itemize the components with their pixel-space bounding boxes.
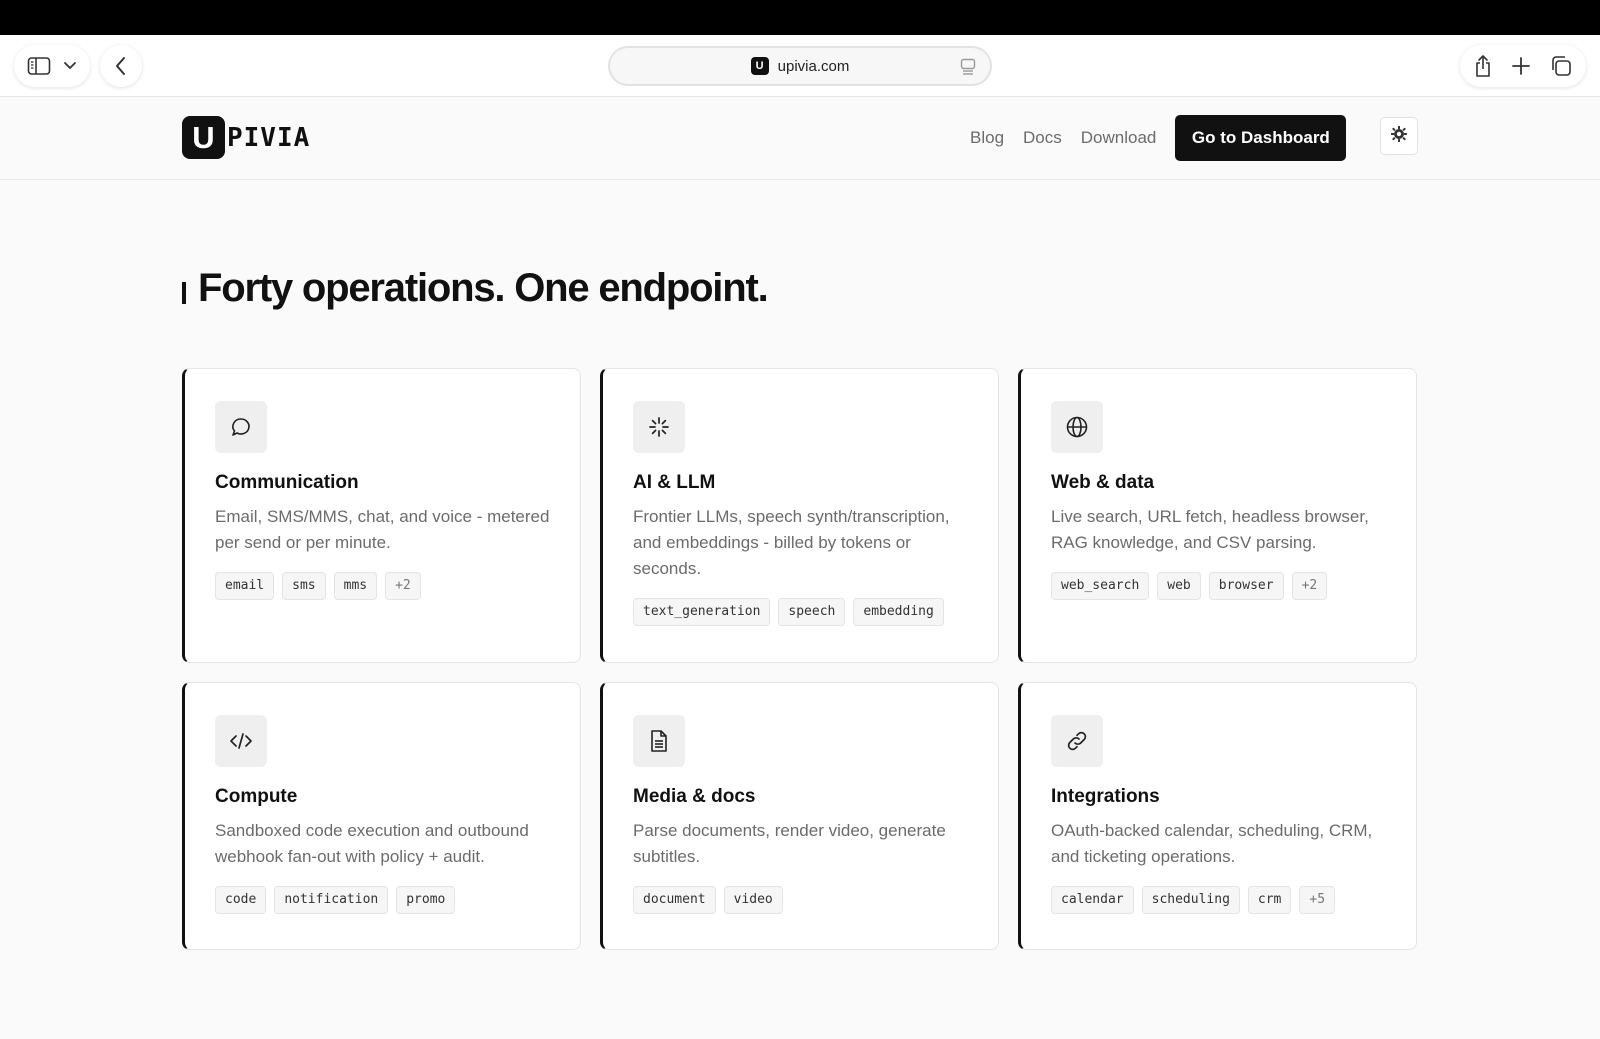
card-title: Communication	[215, 472, 359, 493]
tag: video	[724, 886, 783, 914]
sparkle-icon	[633, 401, 685, 453]
card-title: Media & docs	[633, 786, 756, 807]
globe-icon	[1051, 401, 1103, 453]
card-description: Email, SMS/MMS, chat, and voice - metered per send or per minute.	[215, 507, 550, 552]
logo-text: PIVIA	[227, 122, 311, 153]
main-nav	[970, 115, 1346, 161]
tag-list	[1051, 572, 1386, 600]
tag: scheduling	[1142, 886, 1240, 914]
site-favicon: U	[751, 57, 769, 75]
sidebar-toggle-group	[14, 45, 90, 87]
gear-icon	[1390, 125, 1408, 148]
tag-more: +2	[1292, 572, 1328, 600]
browser-actions	[1460, 45, 1586, 87]
address-url: upivia.com	[777, 57, 850, 75]
tag: text_generation	[633, 598, 770, 626]
card-description: Live search, URL fetch, headless browser, RAG knowledge, and CSV parsing.	[1051, 507, 1369, 552]
typing-cursor	[182, 282, 186, 304]
category-card-compute[interactable]	[182, 682, 581, 950]
card-title: Web & data	[1051, 472, 1155, 493]
card-description: Frontier LLMs, speech synth/transcription, and embeddings - billed by tokens or seconds.	[633, 507, 950, 578]
new-tab-icon[interactable]	[1512, 57, 1530, 75]
tag-list	[633, 598, 968, 626]
tag-list	[215, 572, 550, 600]
card-description: OAuth-backed calendar, scheduling, CRM, and ticketing operations.	[1051, 821, 1373, 866]
category-card-integrations[interactable]	[1018, 682, 1417, 950]
nav-link-download[interactable]: Download	[1080, 128, 1157, 147]
browser-toolbar	[0, 35, 1600, 97]
tag: web_search	[1051, 572, 1149, 600]
category-card-ai-llm[interactable]	[600, 368, 999, 663]
hero	[182, 266, 767, 311]
back-button[interactable]	[100, 45, 142, 87]
tag-list	[1051, 886, 1386, 914]
tag: browser	[1209, 572, 1284, 600]
tag: crm	[1248, 886, 1291, 914]
card-description: Sandboxed code execution and outbound webhook fan-out with policy + audit.	[215, 821, 529, 866]
tabs-overview-icon[interactable]	[1550, 55, 1572, 77]
go-to-dashboard-button[interactable]: Go to Dashboard	[1175, 115, 1346, 161]
tag: speech	[778, 598, 845, 626]
tag: document	[633, 886, 716, 914]
card-description: Parse documents, render video, generate subtitles.	[633, 821, 946, 866]
share-icon[interactable]	[1474, 54, 1492, 78]
category-card-media-docs[interactable]	[600, 682, 999, 950]
category-card-web-data[interactable]	[1018, 368, 1417, 663]
tag-list	[633, 886, 968, 914]
chevron-left-icon	[115, 56, 127, 76]
card-title: AI & LLM	[633, 472, 716, 493]
tag-more: +2	[385, 572, 421, 600]
chat-bubble-icon	[215, 401, 267, 453]
tag: email	[215, 572, 274, 600]
card-title: Integrations	[1051, 786, 1160, 807]
tag: web	[1157, 572, 1200, 600]
tag: sms	[282, 572, 325, 600]
address-bar[interactable]	[608, 46, 992, 86]
tag-more: +5	[1299, 886, 1335, 914]
logo-mark: U	[182, 116, 225, 159]
tag: code	[215, 886, 266, 914]
tag: embedding	[853, 598, 943, 626]
hero-title: Forty operations. One endpoint.	[198, 266, 768, 310]
site-header	[0, 97, 1600, 180]
card-title: Compute	[215, 786, 298, 807]
tag: calendar	[1051, 886, 1134, 914]
nav-link-blog[interactable]: Blog	[970, 128, 1005, 147]
code-icon	[215, 715, 267, 767]
tag-list	[215, 886, 550, 914]
reader-mode-icon[interactable]	[960, 58, 976, 81]
sidebar-icon[interactable]	[27, 56, 51, 76]
chevron-down-icon[interactable]	[63, 61, 77, 71]
tag: notification	[274, 886, 388, 914]
nav-link-docs[interactable]: Docs	[1023, 128, 1062, 147]
link-icon	[1051, 715, 1103, 767]
os-menu-bar	[0, 0, 1600, 35]
tag: promo	[396, 886, 455, 914]
theme-toggle-button[interactable]	[1380, 117, 1418, 155]
category-card-communication[interactable]	[182, 368, 581, 663]
site-logo[interactable]	[182, 116, 310, 159]
document-icon	[633, 715, 685, 767]
tag: mms	[334, 572, 377, 600]
